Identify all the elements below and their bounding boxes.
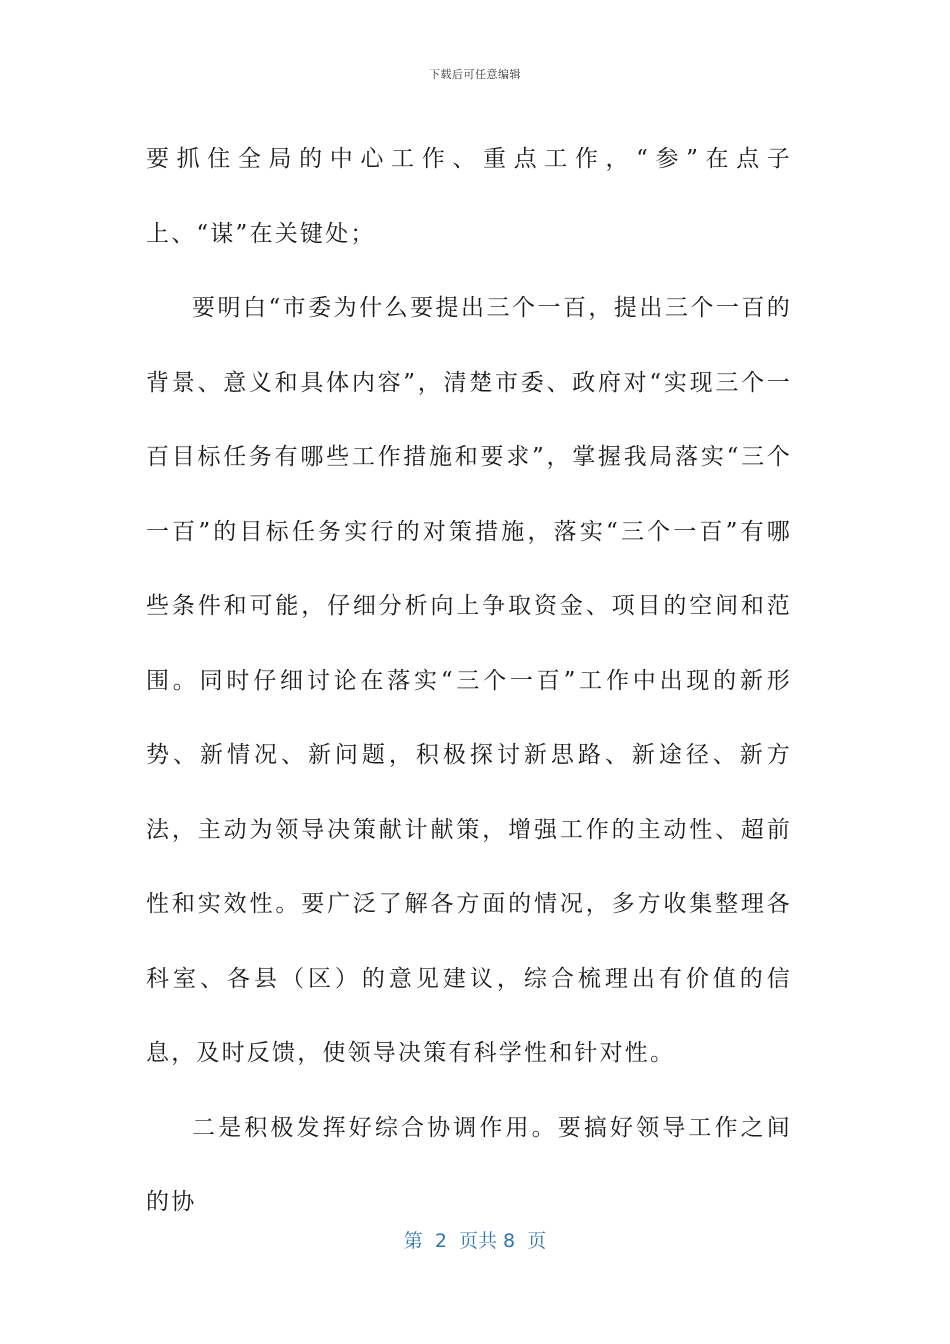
paragraph-second-point: 二是积极发挥好综合协调作用。要搞好领导工作之间的协 <box>146 1114 792 1215</box>
header-note: 下载后可任意编辑 <box>429 68 521 81</box>
page-number-footer: 第 2 页共 8 页 <box>403 1230 547 1252</box>
paragraph-continuation: 要抓住全局的中心工作、重点工作，“参”在点子上、“谋”在关键处； <box>146 146 792 247</box>
document-body <box>146 122 792 1240</box>
paragraph-main: 要明白“市委为什么要提出三个一百，提出三个一百的背景、意义和具体内容”，清楚市委、政府对“实现三个一百目标任务有哪些工作措施和要求”，掌握我局落实“三个一百”的目标任务实行的对策措施，落实“三个一百”有哪些条件和可能，仔细分析向上争取资金、项目的空间和范围。同时仔细讨论在落实“三个一百”工作中出现的新形势、新情况、新问题，积极探讨新思路、新途径、新方法，主动为领导决策献计献策，增强工作的主动性、超前性和实效性。要广泛了解各方面的情况，多方收集整理各科室、各县（区）的意见建议，综合梳理出有价值的信息，及时反馈，使领导决策有科学性和针对性。 <box>146 295 792 1066</box>
